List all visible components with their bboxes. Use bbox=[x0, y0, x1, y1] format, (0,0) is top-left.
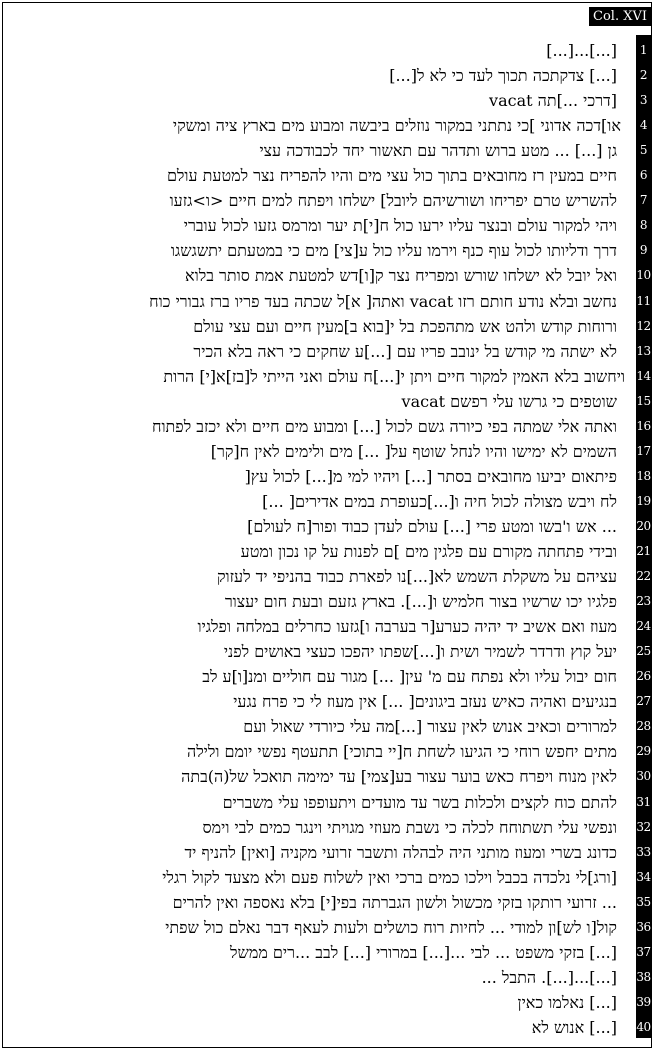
line-number: 12 bbox=[636, 318, 651, 333]
line-number: 17 bbox=[636, 443, 651, 458]
line-number: 6 bbox=[639, 168, 648, 183]
line-number: 38 bbox=[636, 969, 651, 984]
line-number: 27 bbox=[636, 694, 651, 709]
line-text: לח ויבש מצולה לכול חיה ו[...]כעופרת במים אדירים[ ...] bbox=[262, 491, 617, 511]
text-line bbox=[6, 414, 651, 439]
text-line bbox=[6, 689, 651, 714]
text-line bbox=[6, 289, 651, 314]
line-text: שוטפים כי גרשו עלי רפשם vacat bbox=[401, 391, 617, 411]
line-text: להתם כוח לקצים ולכלות בשר עד מועדים ויתעופפו עלי משברים bbox=[222, 792, 617, 812]
text-line bbox=[6, 915, 651, 940]
line-number: 3 bbox=[639, 93, 648, 108]
line-number: 10 bbox=[636, 268, 651, 283]
line-number: 29 bbox=[636, 744, 651, 759]
text-line bbox=[6, 113, 651, 138]
line-number: 31 bbox=[636, 794, 651, 809]
line-number: 34 bbox=[636, 869, 651, 884]
line-number: 22 bbox=[636, 569, 651, 584]
text-line bbox=[6, 138, 651, 163]
line-number: 39 bbox=[636, 994, 651, 1009]
line-text: לא ישתה מי קודש בל ינובב פריו עם [...]ע שחקים כי ראה בלא הכיר bbox=[193, 341, 617, 361]
line-text: כדונג בשרי ומעוז מותני היה לבהלה ותשבר זרועי מקניה [ואין] להניף יד bbox=[184, 842, 617, 862]
line-text: [...]...[...]. התבל ... bbox=[481, 967, 617, 987]
line-number: 40 bbox=[636, 1019, 651, 1034]
line-text: ... זרועי רותקו בזקי מכשול ולשון הגברתה בפי[י] בלא נאספה ואין להרים bbox=[172, 892, 617, 912]
text-line bbox=[6, 163, 651, 188]
line-text: עציהם על משקלת השמש לא[...]נו לפארת כבוד בהניפי יד לעזוק bbox=[216, 567, 617, 587]
text-line bbox=[6, 364, 651, 389]
line-number: 37 bbox=[636, 944, 651, 959]
line-text: ובידי פתחתה מקורם עם פלגין מים ]ם לפנות על קו נכון ומטע bbox=[240, 542, 617, 561]
line-text: חיים במעין רז מחובאים בתוך כול עצי מים והיו להפריח נצר למטעת עולם bbox=[166, 166, 617, 186]
text-line bbox=[6, 614, 651, 639]
line-text: קול[ו לש]ון למודי ... לחיות רוח כושלים ולעות לעאף דבר נאלם כול שפתי bbox=[165, 917, 617, 937]
line-number: 9 bbox=[639, 243, 648, 258]
line-text: ... אש ו'בשו ומטע פרי [...] עולם לעדן כבוד ופור[ח לעולם] bbox=[247, 516, 617, 536]
text-line bbox=[6, 965, 651, 990]
line-text: דרך ודליותו לכול עוף כנף וירמו עליו כול ע[צי] מים כי במטעתם יתשגשגו bbox=[170, 241, 617, 261]
text-line bbox=[6, 664, 651, 689]
line-text: חום יבול עליו ולא נפתח עם מ' עין[ ...] מגור עם חוליים ומנ[ו]ע לב bbox=[202, 667, 617, 687]
text-line bbox=[6, 639, 651, 664]
text-line bbox=[6, 815, 651, 840]
text-line bbox=[6, 514, 651, 539]
text-line bbox=[6, 714, 651, 739]
line-number: 5 bbox=[639, 143, 648, 158]
line-number: 16 bbox=[636, 418, 651, 433]
line-text: פיתאום יביעו מחובאים בסתר [...] ויהיו למי מ[...] לכול עץ[ bbox=[244, 466, 617, 486]
line-text: השמים לא ימישו והיו לנחל שוטף על[ ...] מים ולימים לאין ח[קר] bbox=[210, 441, 617, 461]
text-line bbox=[6, 1015, 651, 1040]
line-text: ויחשוב בלא האמין למקור חיים ויתן י[...]ח עולם ואני הייתי ל[בז]א[י] הרות bbox=[163, 366, 625, 386]
line-text: [...] נאלמו כאין bbox=[517, 992, 617, 1012]
line-text: מתים יחפש רוחי כי הגיעו לשחת ח[יי בתוכי] תתעטף נפשי יומם ולילה bbox=[186, 742, 617, 762]
line-text: [...] בזקי משפט ... לבי ...[...] במרורי [...] לבב ...רים ממשל bbox=[230, 942, 617, 962]
text-line bbox=[6, 63, 651, 88]
line-number: 14 bbox=[636, 368, 651, 383]
line-text: גן [...] ... מטע ברוש ותדהר עם תאשור יחד לכבודכה עצי bbox=[259, 141, 617, 161]
text-line bbox=[6, 464, 651, 489]
line-text: ונפשי עלי תשתוחח לכלה כי נשבת מעוזי מגויתי וינגר כמים לבי וימס bbox=[202, 817, 617, 837]
line-text: להשריש טרם יפריחו ושורשיהם ליובל] ישלחו ויפתח למים חיים <ו>גזעו bbox=[169, 191, 617, 211]
line-number: 11 bbox=[636, 293, 651, 308]
line-text: [...]...[...] bbox=[546, 41, 617, 60]
line-number: 15 bbox=[636, 393, 651, 408]
line-number: 20 bbox=[636, 518, 651, 533]
text-line bbox=[6, 539, 651, 564]
line-text: [ורג]לי נלכדה בכבל וילכו כמים ברכי ואין לשלוח פעם ולא מצעד לקול רגלי bbox=[162, 867, 617, 887]
line-text: יעל קוץ ודרדר לשמיר ושית ו[...]שפתו יהפכו כעצי באושים לפני bbox=[223, 642, 617, 662]
text-line bbox=[6, 940, 651, 965]
line-text: פלגיו יכו שרשיו בצור חלמיש ו[...]. בארץ גזעם ובעת חום יעצור bbox=[224, 592, 617, 612]
text-line bbox=[6, 764, 651, 789]
line-text: [דרכי ...]תה vacat bbox=[489, 91, 617, 111]
line-number: 33 bbox=[636, 844, 651, 859]
text-line bbox=[6, 88, 651, 113]
line-number: 7 bbox=[639, 193, 648, 208]
line-text: למרורים וכאיב אנוש לאין עצור [...]מה עלי כיורדי שאול ועם bbox=[243, 717, 617, 737]
text-line bbox=[6, 439, 651, 464]
line-number: 32 bbox=[636, 819, 651, 834]
text-line bbox=[6, 865, 651, 890]
line-number: 1 bbox=[639, 43, 648, 57]
line-text: מעוז ואם אשיב יד יהיה כערע[ר בערבה ו]גזעו כחרלים במלחה ופלגיו bbox=[197, 617, 617, 637]
text-line bbox=[6, 739, 651, 764]
line-number: 30 bbox=[636, 769, 651, 784]
line-text: בנגיעים ואהיה כאיש נעזב ביגונים[ ...] אין מעוז לי כי פרח נגעי bbox=[233, 692, 617, 712]
text-line bbox=[6, 564, 651, 589]
text-line bbox=[6, 890, 651, 915]
text-line bbox=[6, 489, 651, 514]
line-text: או]דכה אדוני ]כי נתתני במקור נוזלים ביבשה ומבוע מים בארץ ציה ומשקי bbox=[172, 116, 621, 136]
line-text: ואתה אלי שמתה בפי כיורה גשם לכול [...] ומבוע מים חיים ולא יכזב לפתוח bbox=[151, 416, 617, 436]
column-label: Col. XVI bbox=[589, 7, 651, 26]
line-number: 23 bbox=[636, 594, 651, 609]
text-line bbox=[6, 339, 651, 364]
text-line bbox=[6, 389, 651, 414]
line-text: ורוחות קודש ולהט אש מתהפכת בל י[בוא ב]מעין חיים ועם עצי עולם bbox=[193, 316, 617, 336]
line-number: 4 bbox=[639, 118, 648, 133]
text-line bbox=[6, 263, 651, 288]
text-line bbox=[6, 589, 651, 614]
line-number: 19 bbox=[636, 493, 651, 508]
text-line bbox=[6, 990, 651, 1015]
line-number: 21 bbox=[636, 544, 651, 558]
line-number: 13 bbox=[636, 343, 651, 358]
text-line bbox=[6, 314, 651, 339]
text-line bbox=[6, 790, 651, 815]
text-line bbox=[6, 840, 651, 865]
line-text: לאין מנוח ויפרח כאש בוער עצור בע[צמי] עד ימימה תואכל של(ה)בתה bbox=[181, 767, 617, 787]
line-text: ואל יובל לא ישלחו שורש ומפריח נצר ק[ו]דש למטעת אמת סותר בלוא bbox=[185, 266, 617, 286]
text-line bbox=[6, 238, 651, 263]
line-number: 26 bbox=[636, 669, 651, 684]
line-text: ויהי למקור עולם ובנצר עליו ירעו כול ח[י]ת יער ומרמס גזעו לכול עוברי bbox=[183, 216, 617, 236]
line-text: [...] אנוש לא bbox=[531, 1017, 617, 1037]
line-number: 28 bbox=[636, 719, 651, 734]
text-line bbox=[6, 213, 651, 238]
line-number: 36 bbox=[636, 919, 651, 934]
text-line bbox=[6, 188, 651, 213]
line-number: 18 bbox=[636, 468, 651, 483]
line-number: 35 bbox=[636, 894, 651, 909]
line-text: [...] צדקתכה תכוך לעד כי לא ל[...] bbox=[389, 66, 617, 86]
line-text: נחשב ובלא נודע חותם רזו vacat ואתה[ א]ל שכתה בעד פריו ברז גבורי כוח bbox=[149, 291, 617, 311]
text-line bbox=[6, 38, 651, 63]
line-number: 25 bbox=[636, 644, 651, 659]
line-number: 2 bbox=[639, 68, 648, 83]
line-number: 8 bbox=[639, 218, 648, 233]
line-number: 24 bbox=[636, 619, 651, 634]
